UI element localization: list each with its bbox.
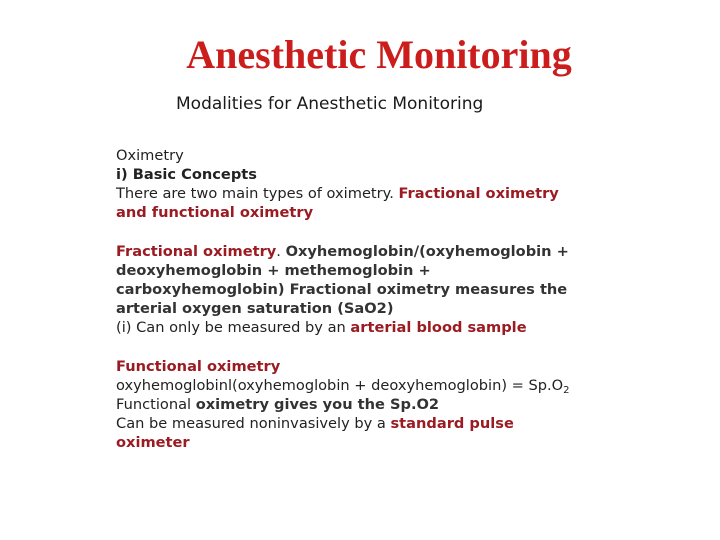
functional-gives-bold: oximetry gives you the Sp.O2 <box>195 396 440 413</box>
intro-fractional-highlight: Fractional oximetry <box>398 185 559 202</box>
intro-functional-highlight: and functional oximetry <box>116 204 314 221</box>
functional-label: Functional oximetry <box>116 358 281 375</box>
functional-measure-highlight: standard pulse <box>390 415 514 432</box>
slide-body <box>116 146 616 452</box>
intro-text: There are two main types of oximetry. <box>116 185 399 202</box>
intro-paragraph <box>116 184 616 222</box>
functional-paragraph <box>116 357 616 452</box>
functional-formula-sub: 2 <box>563 385 570 396</box>
spacer <box>116 222 616 242</box>
basic-concepts-heading: i) Basic Concepts <box>116 166 257 183</box>
functional-measure-text: Can be measured noninvasively by a <box>116 415 391 432</box>
fractional-formula-3: carboxyhemoglobin) Fractional oximetry measures the <box>116 281 568 298</box>
fractional-note-text: (i) Can only be measured by an <box>116 319 351 336</box>
slide-title: Anesthetic Monitoring <box>186 32 572 77</box>
fractional-dot: . <box>276 243 286 260</box>
functional-gives-text: Functional <box>116 396 196 413</box>
slide-subtitle: Modalities for Anesthetic Monitoring <box>176 94 484 114</box>
fractional-formula-2: deoxyhemoglobin + methemoglobin + <box>116 262 431 279</box>
fractional-paragraph <box>116 242 616 337</box>
oximetry-heading: Oximetry <box>116 147 184 164</box>
fractional-note-highlight: arterial blood sample <box>350 319 527 336</box>
functional-measure-highlight-2: oximeter <box>116 434 190 451</box>
functional-formula <box>116 377 570 394</box>
spacer <box>116 337 616 357</box>
fractional-label: Fractional oximetry <box>116 243 277 260</box>
functional-formula-text: oxyhemoglobinl(oxyhemoglobin + deoxyhemoglobin) = Sp.O <box>116 377 564 394</box>
fractional-formula-1: Oxyhemoglobin/(oxyhemoglobin + <box>285 243 569 260</box>
fractional-formula-4: arterial oxygen saturation (SaO2) <box>116 300 394 317</box>
